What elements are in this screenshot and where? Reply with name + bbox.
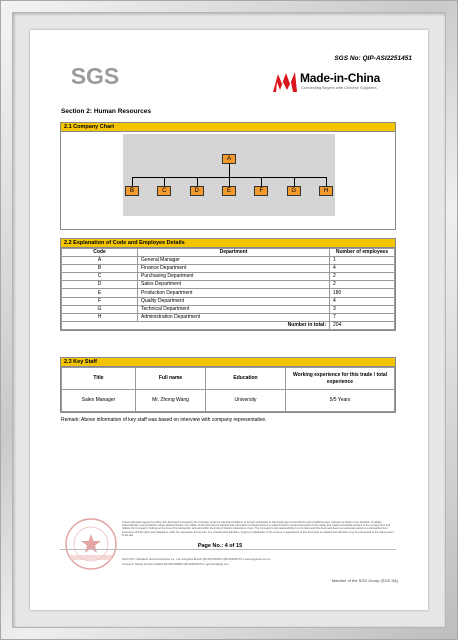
cell-code: E: [62, 289, 138, 297]
company-chart-section: [60, 122, 396, 230]
total-label: Number in total:: [62, 321, 330, 329]
table-row: [62, 305, 395, 313]
org-box-child: B: [125, 186, 139, 196]
table-row: [62, 265, 395, 273]
org-chart: [123, 134, 335, 216]
total-value: 204: [330, 321, 395, 329]
cell-employees: 4: [330, 265, 395, 273]
cell-code: B: [62, 265, 138, 273]
cell-experience: 5/5 Years: [286, 390, 395, 412]
cell-code: D: [62, 281, 138, 289]
cell-department: Production Department: [138, 289, 330, 297]
address-line-1: SGS-CSTC Standards Technical Services Co., Ltd. Hangzhou Branch (86-25)6728380 f (86-25)6640770 e www.sgsgroup.com.cn: [122, 558, 271, 561]
section-title: Section 2: Human Resources: [61, 108, 151, 115]
table-row: [62, 297, 395, 305]
org-box-child: E: [222, 186, 236, 196]
org-connector-drop: [326, 177, 327, 186]
cell-employees: 2: [330, 273, 395, 281]
explanation-section: [60, 238, 396, 331]
footer-address: [122, 557, 398, 567]
cell-department: Technical Department: [138, 305, 330, 313]
footer-divider: [60, 549, 396, 550]
key-staff-heading: 2.3 Key Staff: [61, 358, 395, 367]
cell-code: C: [62, 273, 138, 281]
cell-code: H: [62, 313, 138, 321]
org-connector-drop: [164, 177, 165, 186]
cell-full-name: Mr. Zhong Wang: [136, 390, 206, 412]
made-in-china-tagline: Connecting Buyers with Chinese Suppliers: [301, 85, 377, 90]
org-connector-drop: [132, 177, 133, 186]
cell-department: General Manager: [138, 257, 330, 265]
page-number: Page No.: 4 of 15: [197, 543, 243, 549]
made-in-china-name: Made-in-China: [300, 71, 381, 85]
sgs-member-text: Member of the SGS Group (SGS SA): [331, 578, 398, 583]
cell-code: G: [62, 305, 138, 313]
svg-text:SGS: SGS: [70, 63, 120, 89]
table-row: [62, 313, 395, 321]
cell-code: A: [62, 257, 138, 265]
made-in-china-mark-icon: [272, 70, 298, 94]
remark: Remark: Above information of key staff was based on interview with company representative.: [61, 417, 267, 423]
cell-department: Quality Department: [138, 297, 330, 305]
cell-employees: 1: [330, 257, 395, 265]
org-box-child: C: [157, 186, 171, 196]
cell-education: University: [206, 390, 286, 412]
document-page: [30, 30, 428, 610]
cell-department: Purchasing Department: [138, 273, 330, 281]
company-chart-heading: 2.1 Company Chart: [61, 123, 395, 132]
cell-employees: 4: [330, 297, 395, 305]
org-connector-drop: [294, 177, 295, 186]
key-staff-section: [60, 357, 396, 413]
column-header-code: Code: [62, 249, 138, 257]
column-header-full-name: Full name: [136, 368, 206, 390]
cell-department: Finance Department: [138, 265, 330, 273]
org-connector-drop: [261, 177, 262, 186]
explanation-heading: 2.2 Explanation of Code and Employee Details: [61, 239, 395, 248]
employee-table: [61, 248, 395, 330]
org-box-child: F: [254, 186, 268, 196]
table-row: [62, 289, 395, 297]
cell-employees: 7: [330, 313, 395, 321]
org-box-top: A: [222, 154, 236, 164]
key-staff-table: [61, 367, 395, 412]
cell-department: Sales Department: [138, 281, 330, 289]
sgs-number: SGS No: QIP-ASI2251451: [334, 55, 412, 62]
cell-employees: 180: [330, 289, 395, 297]
total-row: [62, 321, 395, 329]
column-header-department: Department: [138, 249, 330, 257]
table-row: [62, 281, 395, 289]
org-box-child: G: [287, 186, 301, 196]
column-header-experience: Working experience for this trade / total experience: [286, 368, 395, 390]
column-header-employees: Number of employees: [330, 249, 395, 257]
company-seal-stamp: [64, 517, 118, 571]
table-row: [62, 390, 395, 412]
org-connector-drop: [229, 177, 230, 186]
disclaimer-text: Unless otherwise agreed in writing, this document is issued by the Company under its General Conditions of Service accessible at http://www.sgs.com/en/Terms-and-Conditions.aspx. Attention is drawn to the limitation of liability, indemnification and jurisdiction issues defined therein. Any holder of this document is advised that information contained hereon is solely limited to visual examination of the safely and readily accessible portions of the consignment and reflects the Company's findings at the time of its intervention only and within the limits of Client's instructions, if any. The Company's sole responsibility is to its Client and this document does not exonerate parties to a transaction from exercising all their rights and obligations under the transaction documents. Any unauthorized alteration, forgery or falsification of the content or appearance of this document is unlawful and offenders may be prosecuted to the fullest extent of the law.: [122, 521, 394, 537]
cell-department: Administration Department: [138, 313, 330, 321]
org-connector-drop: [197, 177, 198, 186]
address-line-2: Consumer Testing Services 210014 (86-25)6728380 f (86-25)6640770 e sgs.china@sgs.com: [122, 563, 229, 566]
org-connector-vertical: [229, 164, 230, 177]
column-header-education: Education: [206, 368, 286, 390]
cell-employees: 2: [330, 281, 395, 289]
cell-title: Sales Manager: [62, 390, 136, 412]
column-header-title: Title: [62, 368, 136, 390]
made-in-china-logo: [272, 70, 412, 96]
cell-employees: 3: [330, 305, 395, 313]
org-box-child: D: [190, 186, 204, 196]
table-row: [62, 257, 395, 265]
org-box-child: H: [319, 186, 333, 196]
sgs-logo: [63, 63, 127, 89]
table-row: [62, 273, 395, 281]
cell-code: F: [62, 297, 138, 305]
